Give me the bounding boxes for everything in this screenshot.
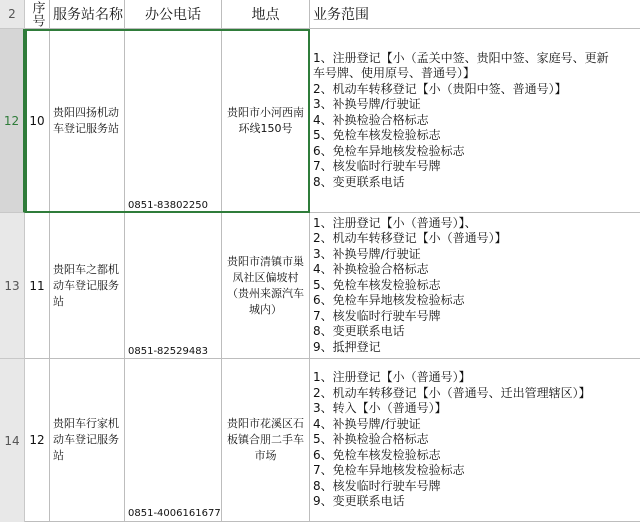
scope-line: 6、免检车核发检验标志 [313,447,441,462]
row-14-phone-value: 0851-4006161677 [128,508,221,519]
scope-line: 3、补换号牌/行驶证 [313,246,421,261]
row-14-station-name-value: 贵阳车行家机动车登记服务站 [53,417,119,462]
scope-line: 7、免检车异地核发检验标志 [313,463,465,478]
row-14-station-name[interactable] [50,359,125,522]
scope-line: 6、免检车异地核发检验标志 [313,293,465,308]
scope-line: 1、注册登记【小（普通号）】、 [313,215,477,230]
row-12-station-name-value: 贵阳四扬机动车登记服务站 [53,105,119,135]
row-13-scope[interactable] [310,213,640,359]
scope-line: 车号牌、使用原号、普通号）】 [313,66,476,81]
scope-line: 9、抵押登记 [313,339,381,354]
scope-line: 8、变更联系电话 [313,324,405,339]
scope-line: 2、机动车转移登记【小（贵阳中签、普通号）】 [313,81,567,96]
row-13-station-name[interactable] [50,213,125,359]
scope-line: 4、补换检验合格标志 [313,112,429,127]
scope-line: 5、免检车核发检验标志 [313,277,441,292]
row-12-seq-value: 10 [29,113,45,128]
scope-line: 5、免检车核发检验标志 [313,128,441,143]
header-seq-label: 序号 [29,1,45,27]
scope-line: 4、补换检验合格标志 [313,262,429,277]
row-12-location-value: 贵阳市小河西南环线150号 [227,105,304,135]
row-13-station-name-value: 贵阳车之都机动车登记服务站 [53,262,119,308]
scope-line: 1、注册登记【小（普通号）】 [313,370,471,385]
row-14-location[interactable] [222,359,310,522]
row-13-seq[interactable] [25,213,50,359]
row-14-seq-value: 12 [29,433,45,447]
scope-line: 4、补换号牌/行驶证 [313,416,421,431]
row-14-seq[interactable] [25,359,50,522]
row-header-13[interactable]: 13 [0,213,25,359]
scope-line: 9、变更联系电话 [313,494,405,509]
row-12-scope[interactable] [310,29,640,213]
row-header-2[interactable]: 2 [0,0,25,29]
row-14-phone[interactable] [125,359,222,522]
row-13-phone-value: 0851-82529483 [128,346,208,357]
row-13-location[interactable] [222,213,310,359]
scope-line: 8、核发临时行驶车号牌 [313,478,441,493]
row-12-phone[interactable] [125,29,222,213]
row-12-station-name[interactable] [50,29,125,213]
header-scope[interactable] [310,0,640,29]
row-13-phone[interactable] [125,213,222,359]
row-14-location-value: 贵阳市花溪区石板镇合朋二手车市场 [227,417,304,462]
header-location[interactable] [222,0,310,29]
scope-line: 7、核发临时行驶车号牌 [313,159,441,174]
scope-line: 6、免检车异地核发检验标志 [313,143,465,158]
row-12-seq[interactable] [25,29,50,213]
scope-line: 7、核发临时行驶车号牌 [313,308,441,323]
header-phone[interactable] [125,0,222,29]
scope-line: 3、转入【小（普通号）】 [313,401,447,416]
header-location-label: 地点 [251,7,280,23]
header-seq[interactable] [25,0,50,29]
row-header-14[interactable]: 14 [0,359,25,522]
row-14-scope[interactable] [310,359,640,522]
scope-line: 2、机动车转移登记【小（普通号）】 [313,231,507,246]
header-scope-label: 业务范围 [313,7,369,23]
scope-line: 1、注册登记【小（孟关中签、贵阳中签、家庭号、更新 [313,50,609,65]
row-header-12[interactable]: 12 [0,29,25,213]
row-12-location[interactable] [222,29,310,213]
header-station-name[interactable] [50,0,125,29]
header-station-name-label: 服务站名称 [53,7,123,23]
scope-line: 3、补换号牌/行驶证 [313,97,421,112]
scope-line: 5、补换检验合格标志 [313,432,429,447]
scope-line: 2、机动车转移登记【小（普通号、迁出管理辖区）】 [313,385,591,400]
header-phone-label: 办公电话 [145,7,201,23]
row-12-phone-value: 0851-83802250 [128,200,208,211]
row-13-location-value: 贵阳市清镇市巢凤社区偏坡村（贵州来源汽车城内） [227,254,304,316]
scope-line: 8、变更联系电话 [313,174,405,189]
row-13-seq-value: 11 [29,278,45,293]
